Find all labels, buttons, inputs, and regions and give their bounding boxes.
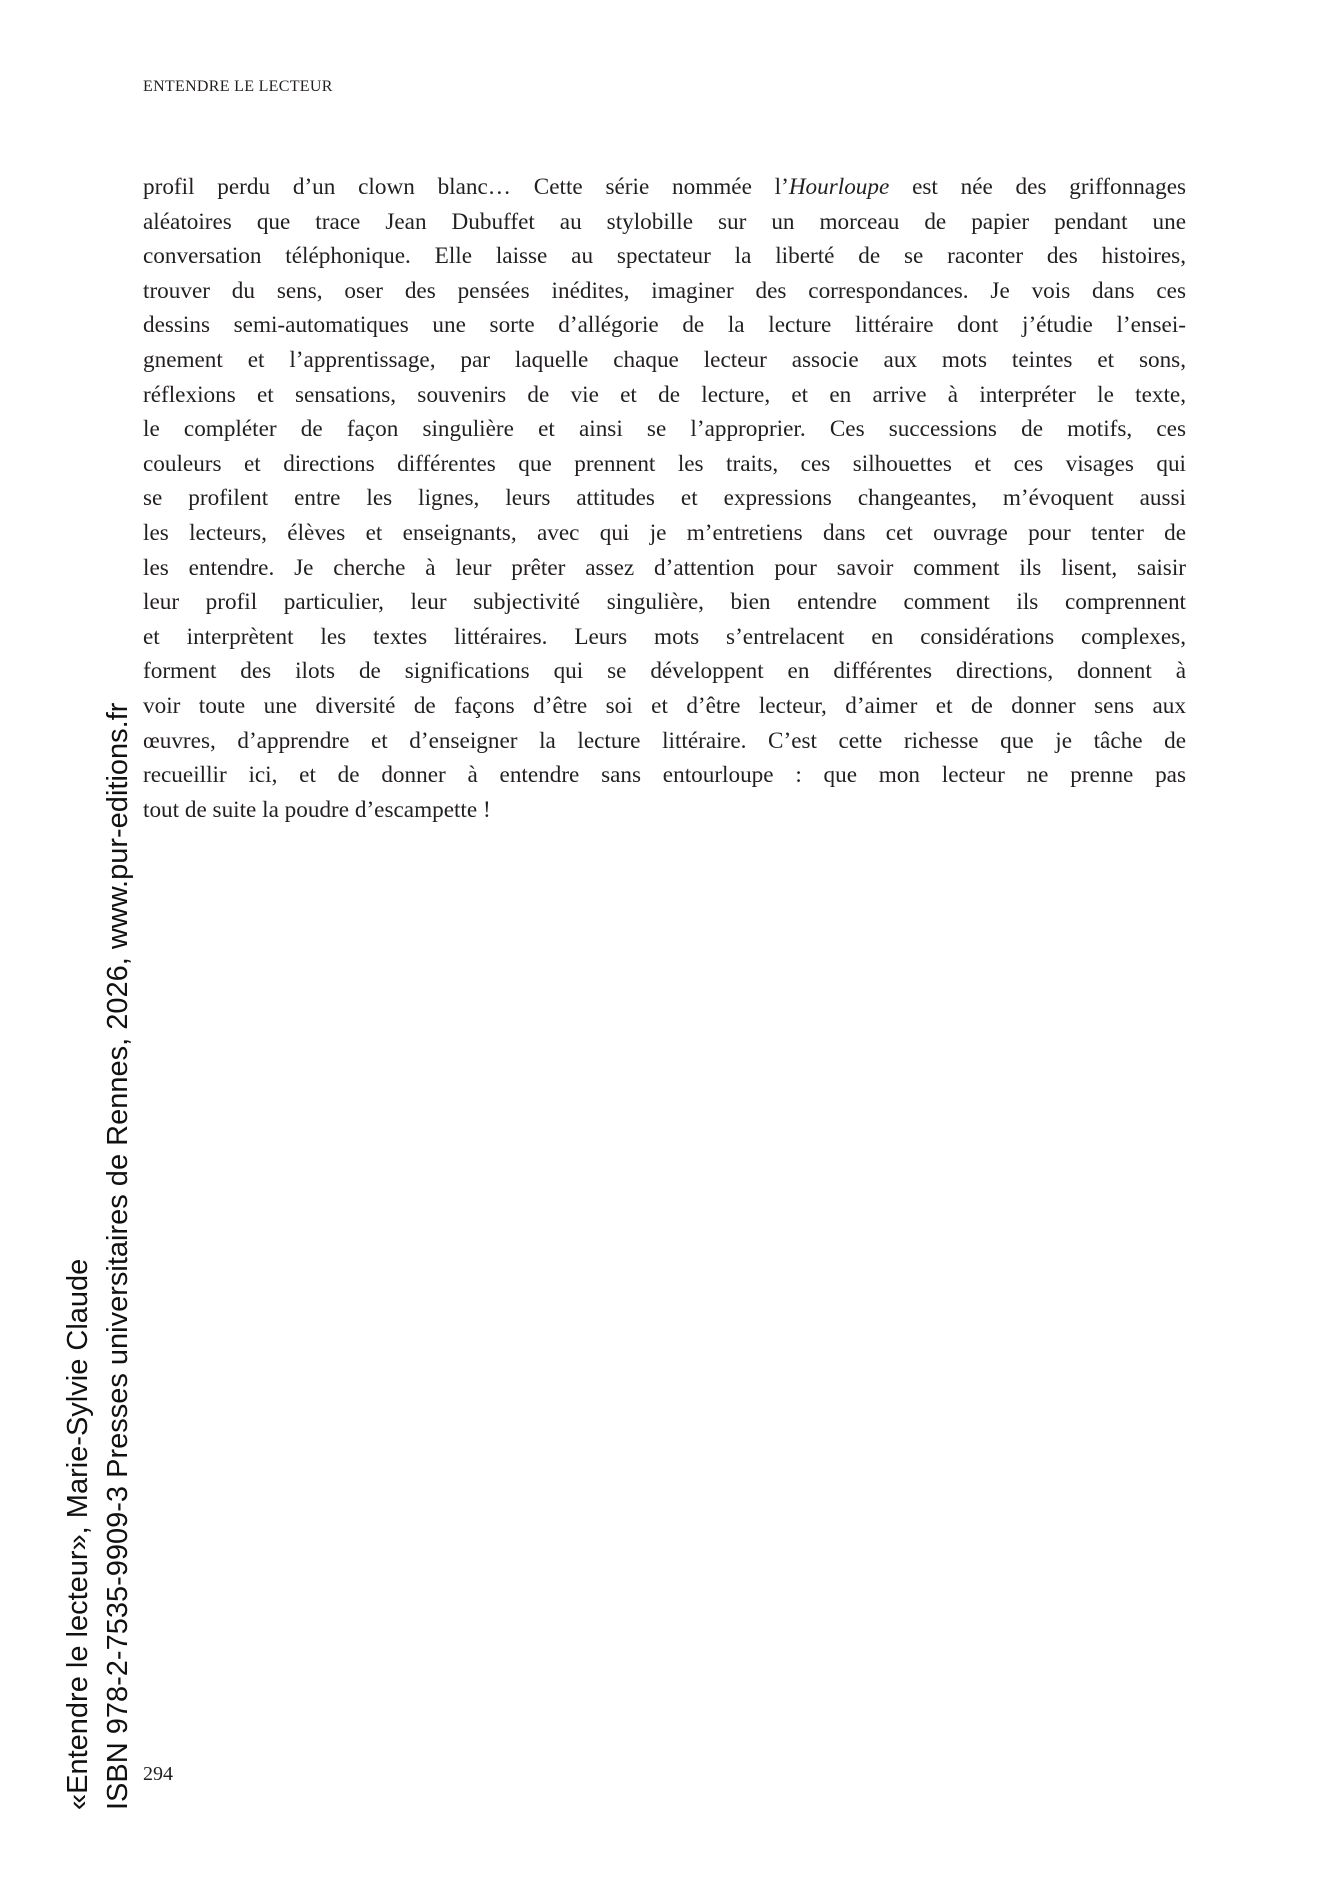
running-head: ENTENDRE LE LECTEUR xyxy=(143,78,333,95)
copyright-notice xyxy=(58,703,138,1810)
body-line: profil perdu d’un clown blanc… Cette série nommée l’Hourloupe est née des griffonnages xyxy=(143,174,1186,200)
body-line: trouver du sens, oser des pensées inédites, imaginer des correspondances. Je vois dans ces xyxy=(143,277,1186,304)
body-line: les lecteurs, élèves et enseignants, avec qui je m’entretiens dans cet ouvrage pour tenter de xyxy=(143,519,1186,546)
copyright-notice-line: «Entendre le lecteur», Marie-Sylvie Claude xyxy=(62,1258,94,1810)
body-line: œuvres, d’apprendre et d’enseigner la lecture littéraire. C’est cette richesse que je tâche de xyxy=(143,727,1186,754)
body-line: réflexions et sensations, souvenirs de vie et de lecture, et en arrive à interpréter le texte, xyxy=(143,381,1186,408)
body-line: recueillir ici, et de donner à entendre sans entourloupe : que mon lecteur ne prenne pas xyxy=(143,762,1186,789)
body-line: forment des ilots de significations qui se développent en différentes directions, donnent à xyxy=(143,658,1186,685)
body-line: tout de suite la poudre d’escampette ! xyxy=(143,796,491,823)
page-number: 294 xyxy=(143,1763,173,1785)
body-line: se profilent entre les lignes, leurs attitudes et expressions changeantes, m’évoquent aussi xyxy=(143,485,1186,512)
body-line: les entendre. Je cherche à leur prêter assez d’attention pour savoir comment ils lisent, saisir xyxy=(143,554,1186,581)
body-line: couleurs et directions différentes que prennent les traits, ces silhouettes et ces visages qui xyxy=(143,450,1186,477)
italic-title: Hourloupe xyxy=(788,174,890,200)
copyright-notice-line: ISBN 978-2-7535-9909-3 Presses universitaires de Rennes, 2026, www.pur-editions.fr xyxy=(102,702,134,1810)
body-line: voir toute une diversité de façons d’être soi et d’être lecteur, d’aimer et de donner sens aux xyxy=(143,692,1186,719)
body-line: le compléter de façon singulière et ainsi se l’approprier. Ces successions de motifs, ces xyxy=(143,416,1186,443)
body-paragraph xyxy=(143,170,1186,827)
body-line: leur profil particulier, leur subjectivité singulière, bien entendre comment ils comprennent xyxy=(143,589,1186,616)
body-line: gnement et l’apprentissage, par laquelle chaque lecteur associe aux mots teintes et sons, xyxy=(143,346,1186,373)
body-line: conversation téléphonique. Elle laisse au spectateur la liberté de se raconter des histoires, xyxy=(143,243,1186,270)
body-line: et interprètent les textes littéraires. Leurs mots s’entrelacent en considérations complexes, xyxy=(143,623,1186,650)
body-line: aléatoires que trace Jean Dubuffet au stylobille sur un morceau de papier pendant une xyxy=(143,208,1186,235)
body-line: dessins semi-automatiques une sorte d’allégorie de la lecture littéraire dont j’étudie l’ensei- xyxy=(143,312,1186,339)
